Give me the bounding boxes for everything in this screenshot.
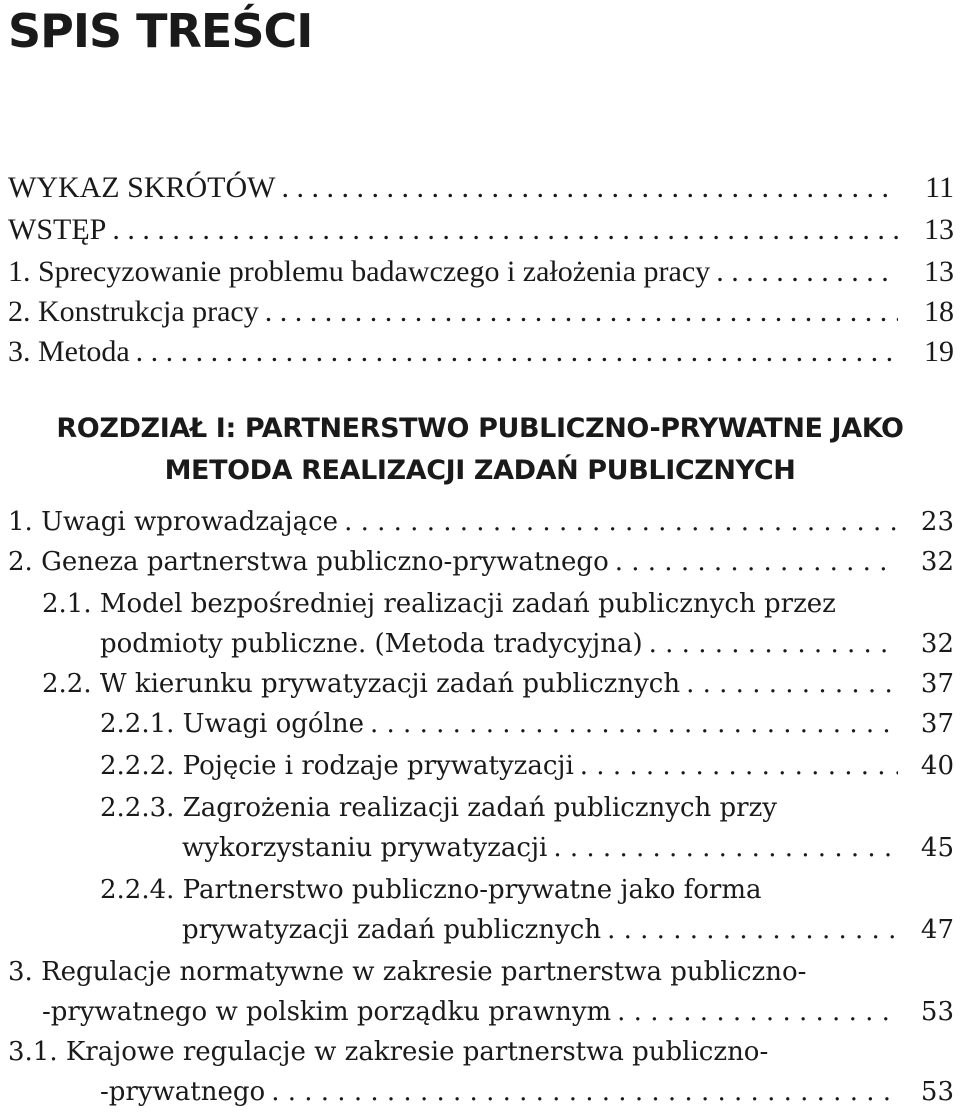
dot-leader	[607, 910, 898, 950]
dot-leader	[112, 210, 898, 250]
toc-entry-label: 2.2.4. Partnerstwo publiczno-prywatne jako forma	[100, 875, 762, 905]
toc-entry-ppp-forma[interactable]	[100, 870, 954, 910]
toc-entry-pojecie-rodzaje[interactable]	[100, 746, 954, 786]
toc-page-number: 40	[920, 751, 954, 781]
dot-leader	[649, 624, 898, 664]
toc-page-number: 13	[924, 213, 954, 246]
toc-page-number: 53	[920, 1077, 954, 1107]
dot-leader	[265, 292, 898, 332]
toc-page-number: 37	[920, 669, 954, 699]
toc-entry-label: 1. Sprecyzowanie problemu badawczego i założenia pracy	[8, 255, 711, 288]
dot-leader	[271, 1072, 898, 1112]
toc-entry-label-cont: -prywatnego w polskim porządku prawnym	[42, 997, 612, 1027]
toc-page-number: 23	[920, 507, 954, 537]
dot-leader	[716, 252, 898, 292]
dot-leader	[553, 828, 898, 868]
toc-entry-geneza[interactable]	[8, 542, 954, 582]
toc-entry-krajowe-regulacje[interactable]	[8, 1032, 954, 1072]
toc-entry-label: 2.1. Model bezpośredniej realizacji zadań publicznych przez	[42, 589, 836, 619]
toc-entry-label: 2.2.1. Uwagi ogólne	[100, 709, 364, 739]
toc-entry-ppp-forma-cont[interactable]	[182, 910, 954, 950]
toc-entry-label-cont: podmioty publiczne. (Metoda tradycyjna)	[100, 629, 643, 659]
toc-entry-label: 2. Geneza partnerstwa publiczno-prywatnego	[8, 547, 609, 577]
toc-page-number: 32	[920, 547, 954, 577]
toc-entry-label: 1. Uwagi wprowadzające	[8, 507, 339, 537]
toc-entry-wykaz-skrotow[interactable]	[8, 168, 954, 208]
toc-entry-model-bezposredniej[interactable]	[42, 584, 954, 624]
toc-entry-uwagi-wprowadzajace[interactable]	[8, 502, 954, 542]
chapter-heading-line-1: ROZDZIAŁ I: PARTNERSTWO PUBLICZNO-PRYWATNE JAKO	[56, 413, 904, 444]
dot-leader	[344, 502, 898, 542]
toc-page-number: 45	[920, 833, 954, 863]
toc-page-number: 37	[920, 709, 954, 739]
dot-leader	[580, 746, 898, 786]
toc-entry-label: 3.1. Krajowe regulacje w zakresie partnerstwa publiczno-	[8, 1037, 769, 1067]
toc-entry-label: 2.2.2. Pojęcie i rodzaje prywatyzacji	[100, 751, 574, 781]
dot-leader	[370, 704, 898, 744]
toc-page-number: 47	[920, 915, 954, 945]
toc-entry-label: 2.2.3. Zagrożenia realizacji zadań publicznych przy	[100, 793, 777, 823]
toc-entry-label-cont: prywatyzacji zadań publicznych	[182, 915, 602, 945]
toc-page-number: 53	[920, 997, 954, 1027]
toc-entry-label: 3. Metoda	[8, 335, 130, 368]
dot-leader	[617, 992, 898, 1032]
toc-entry-label-cont: -prywatnego	[100, 1077, 266, 1107]
chapter-heading-line-2: METODA REALIZACJI ZADAŃ PUBLICZNYCH	[164, 455, 796, 486]
toc-entry-label: 2.2. W kierunku prywatyzacji zadań publicznych	[42, 669, 681, 699]
toc-entry-regulacje-normatywne[interactable]	[8, 952, 954, 992]
toc-entry-regulacje-normatywne-cont[interactable]	[42, 992, 954, 1032]
toc-page-number: 11	[925, 171, 954, 204]
toc-entry-w-kierunku-prywatyzacji[interactable]	[42, 664, 954, 704]
toc-entry-zagrozenia-cont[interactable]	[182, 828, 954, 868]
toc-page-number: 19	[924, 335, 954, 368]
toc-entry-metoda[interactable]	[8, 332, 954, 372]
toc-entry-label: WYKAZ SKRÓTÓW	[8, 171, 276, 204]
dot-leader	[281, 168, 898, 208]
toc-entry-label: WSTĘP	[8, 213, 107, 246]
dot-leader	[136, 332, 898, 372]
toc-page-number: 18	[924, 295, 954, 328]
toc-page-number: 13	[924, 255, 954, 288]
toc-entry-krajowe-regulacje-cont[interactable]	[100, 1072, 954, 1112]
dot-leader	[615, 542, 898, 582]
toc-page-number: 32	[920, 629, 954, 659]
toc-entry-konstrukcja[interactable]	[8, 292, 954, 332]
toc-entry-label: 3. Regulacje normatywne w zakresie partnerstwa publiczno-	[8, 957, 807, 987]
toc-entry-label: 2. Konstrukcja pracy	[8, 295, 259, 328]
toc-entry-model-bezposredniej-cont[interactable]	[100, 624, 954, 664]
toc-entry-zagrozenia[interactable]	[100, 788, 954, 828]
toc-entry-label-cont: wykorzystaniu prywatyzacji	[182, 833, 548, 863]
page-title: SPIS TREŚCI	[8, 4, 313, 58]
dot-leader	[686, 664, 898, 704]
toc-entry-sprecyzowanie[interactable]	[8, 252, 954, 292]
toc-entry-wstep[interactable]	[8, 210, 954, 250]
toc-entry-uwagi-ogolne[interactable]	[100, 704, 954, 744]
